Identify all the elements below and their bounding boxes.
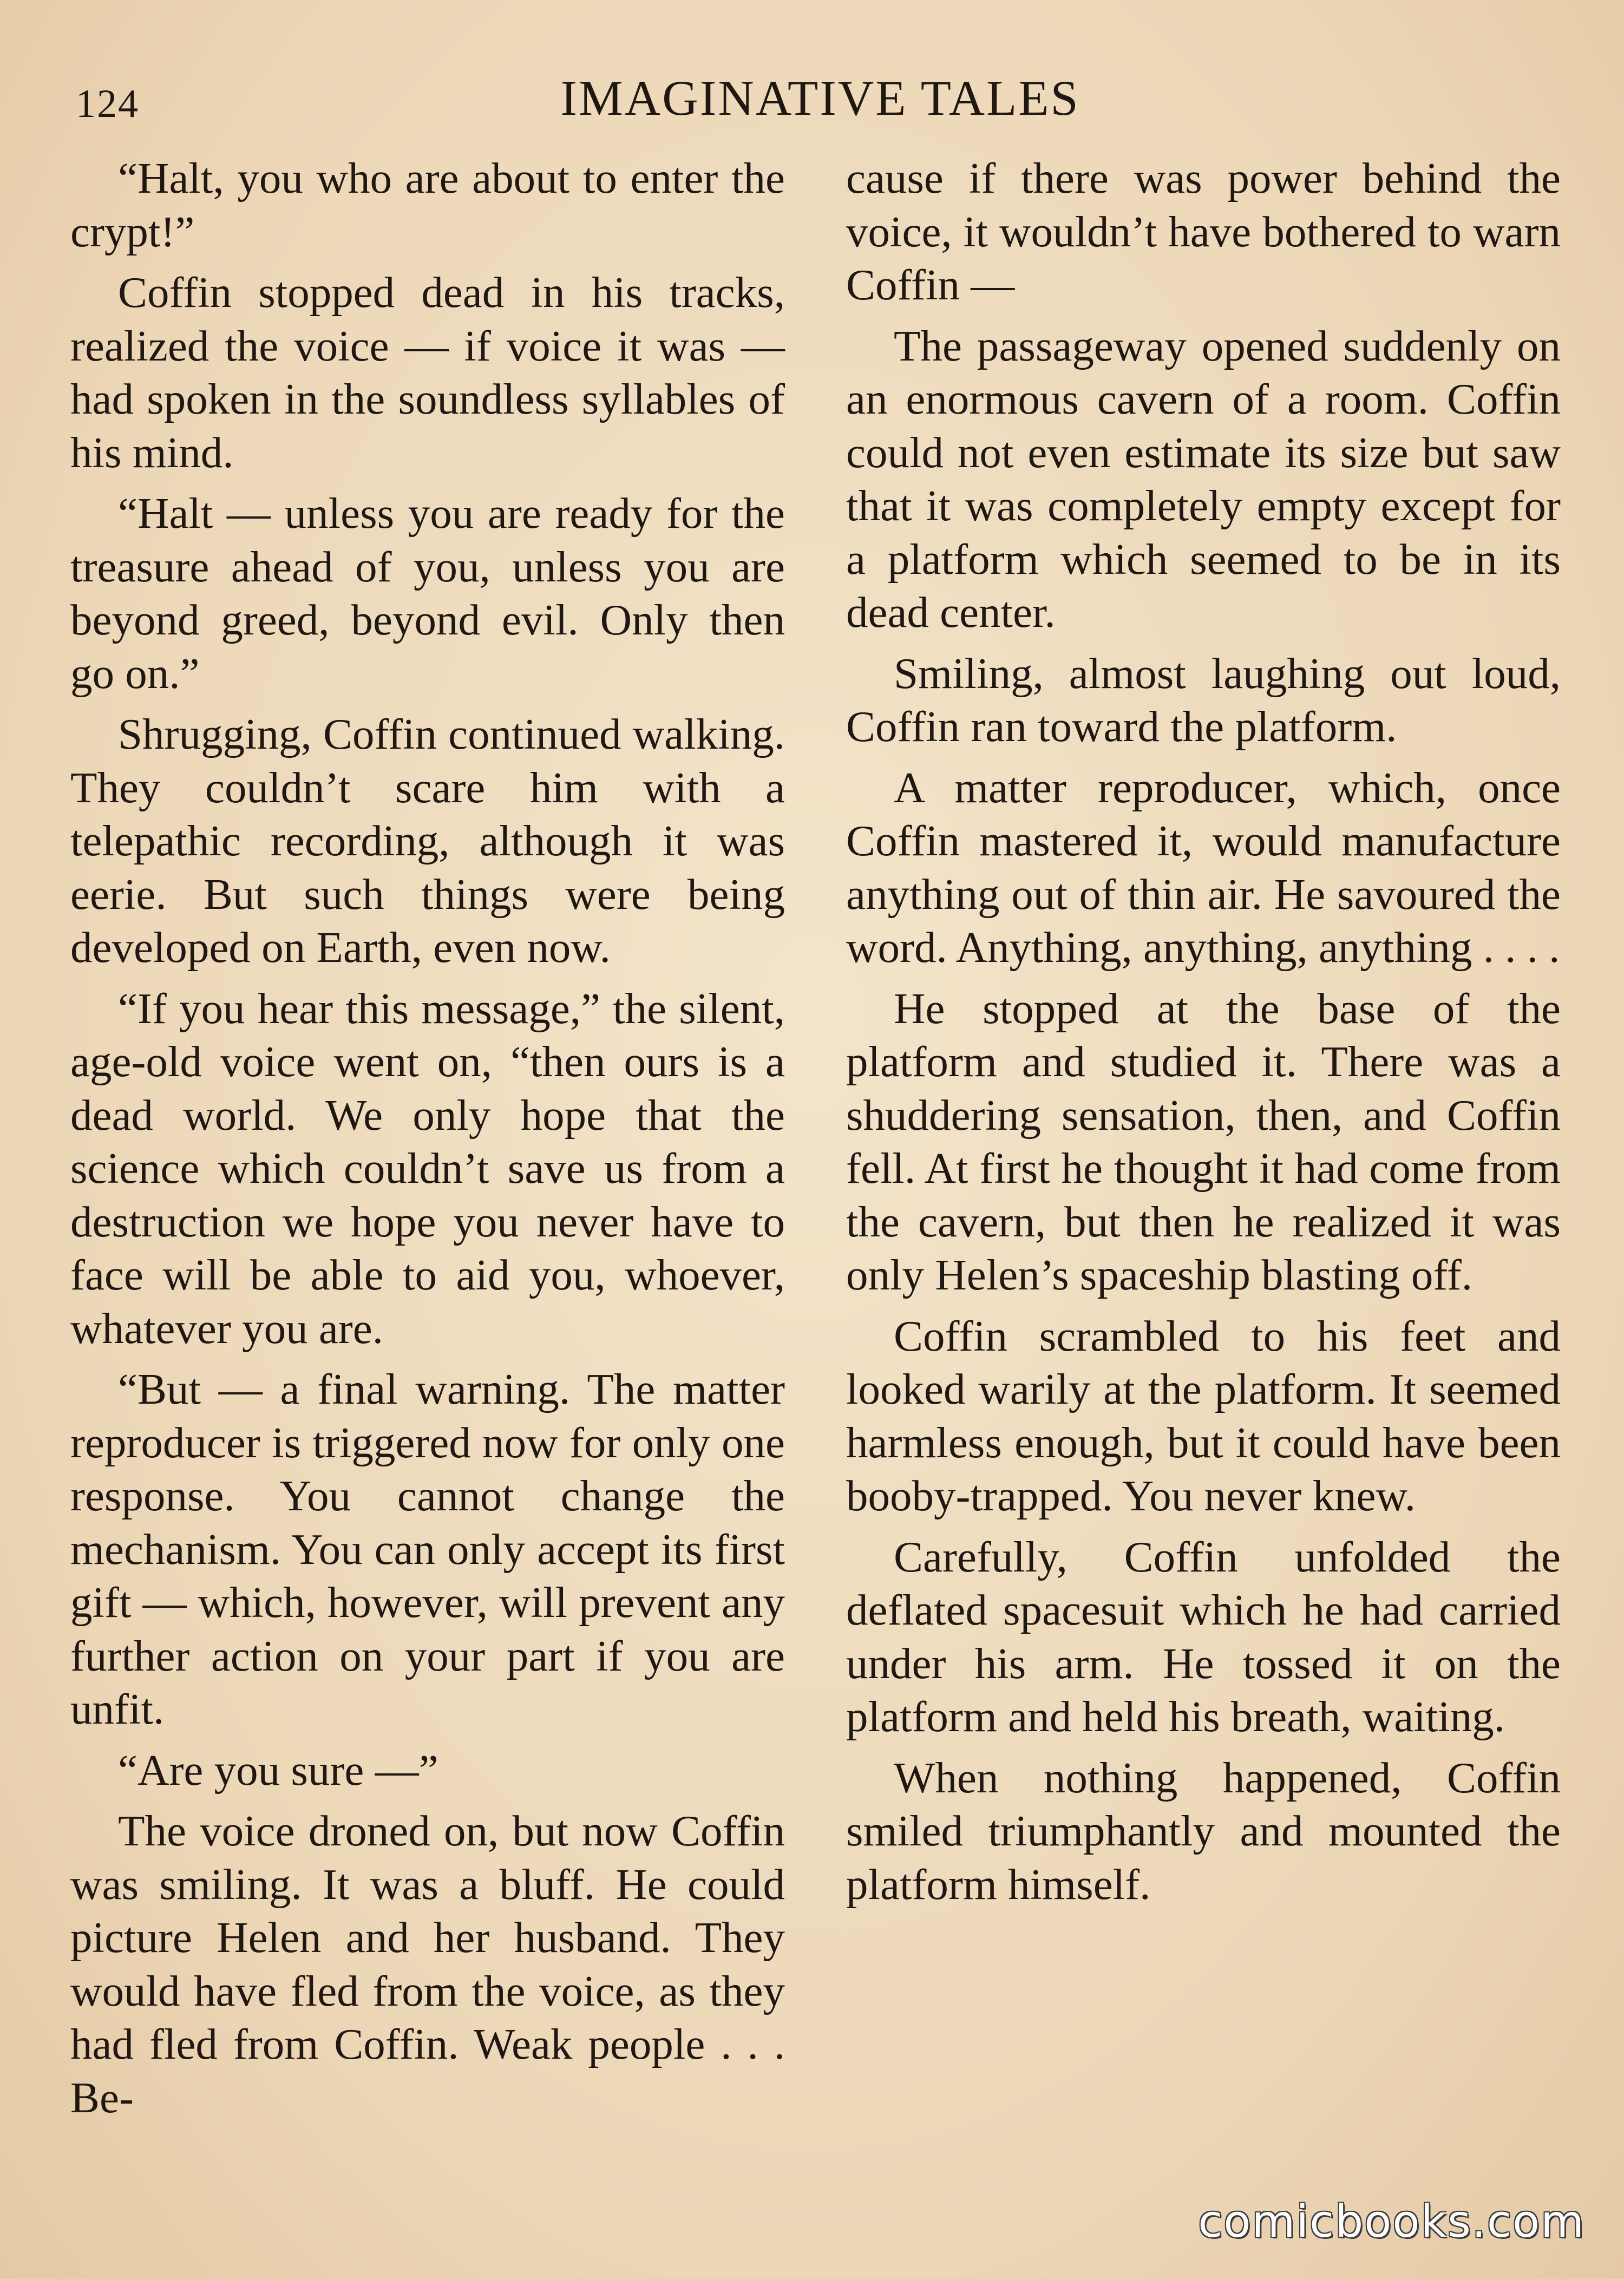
paragraph: He stopped at the base of the platform and studied it. There was a shuddering sensation, then, and Coffin fell. At first he thought it had come from the cavern, but then he realized it was only Helen’s spaceship blasting off.: [846, 984, 1561, 1299]
page-header: [70, 65, 1570, 125]
paragraph: “If you hear this message,” the silent, age-old voice went on, “then ours is a dead world. We only hope that the science which couldn’t save us from a destruction we hope you never have to face will be able to aid you, whoever, whatever you are.: [70, 984, 785, 1353]
paragraph: The passageway opened suddenly on an enormous cavern of a room. Coffin could not even estimate its size but saw that it was completely empty except for a platform which seemed to be in its dead center.: [846, 321, 1561, 637]
paragraph: “But — a final warning. The matter reproducer is triggered now for only one response. You cannot change the mechanism. You can only accept its first gift — which, however, will prevent any further action on your part if you are unfit.: [70, 1365, 785, 1733]
paragraph: Shrugging, Coffin continued walking. They couldn’t scare him with a telepathic recording, although it was eerie. But such things were being developed on Earth, even now.: [70, 710, 785, 972]
paragraph: Coffin scrambled to his feet and looked warily at the platform. It seemed harmless enough, but it could have been booby-trapped. You never knew.: [846, 1311, 1561, 1520]
left-column: [70, 152, 785, 2132]
running-title: IMAGINATIVE TALES: [560, 70, 1080, 126]
paragraph: A matter reproducer, which, once Coffin mastered it, would manufacture anything out of thin air. He savoured the word. Anything, anything, anything . . . .: [846, 763, 1561, 972]
paragraph: Carefully, Coffin unfolded the deflated spacesuit which he had carried under his arm. He tossed it on the platform and held his breath, waiting.: [846, 1532, 1561, 1741]
paragraph: When nothing happened, Coffin smiled triumphantly and mounted the platform himself.: [846, 1753, 1561, 1909]
paragraph: “Halt — unless you are ready for the treasure ahead of you, unless you are beyond greed, beyond evil. Only then go on.”: [70, 489, 785, 698]
right-column: [846, 152, 1561, 1918]
paragraph: The voice droned on, but now Coffin was smiling. It was a bluff. He could picture Helen and her husband. They would have fled from the voice, as they had fled from Coffin. Weak people . . . Be-: [70, 1806, 785, 2122]
paragraph-continued: cause if there was power behind the voice, it wouldn’t have bothered to warn Coffin —: [846, 154, 1561, 309]
paragraph: “Are you sure —”: [118, 1745, 438, 1795]
page-number: 124: [76, 82, 139, 126]
watermark: comicbooks.com: [1198, 2196, 1585, 2248]
paragraph: Coffin stopped dead in his tracks, realized the voice — if voice it was — had spoken in the soundless syllables of his mind.: [70, 268, 785, 477]
paragraph: Smiling, almost laughing out loud, Coffin ran toward the platform.: [846, 649, 1561, 751]
paragraph: “Halt, you who are about to enter the crypt!”: [70, 154, 785, 256]
